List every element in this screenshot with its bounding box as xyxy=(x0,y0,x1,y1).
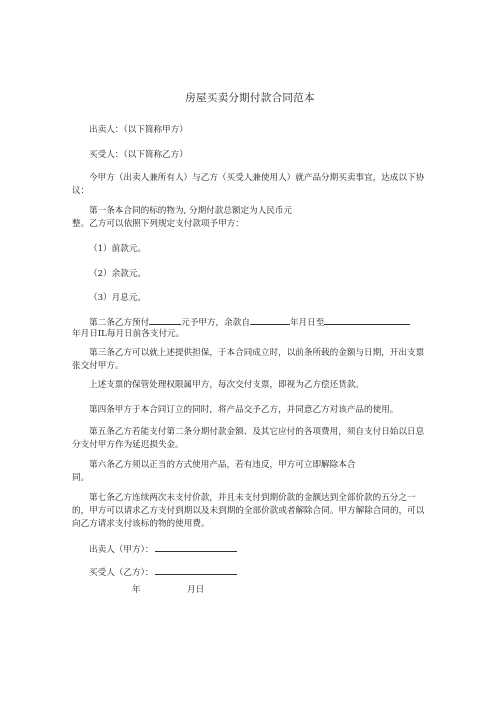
date-month-day: 月日 xyxy=(187,585,205,595)
seller-line: 出卖人：（以下简称甲方） xyxy=(89,125,188,135)
article-6-line-1: 第六条乙方须以正当的方式使用产品，若有违反，甲方可立即解除本合 xyxy=(89,460,356,470)
article-4-paragraph: 第四条甲方于本合同订立的同时，将产品交予乙方，并同意乙方对该产品的使用。 xyxy=(89,405,399,415)
payment-item-1: （1）前款元。 xyxy=(89,244,147,254)
seller-signature-blank xyxy=(155,542,237,552)
article-1-line-2: 整。乙方可以依照下列规定支付款项予甲方： xyxy=(72,219,244,229)
article-6-line-2: 同。 xyxy=(72,473,90,483)
buyer-signature-blank xyxy=(155,565,237,575)
article-2-line-2: 年月日IL每月日前各支付元。 xyxy=(72,329,185,339)
seller-signature-line xyxy=(72,542,430,557)
article-5-paragraph: 第五条乙方若能支付第二条分期付款金额、及其它应付的各项费用，须自支付日始以日息分支付甲方作为延迟损失金。 xyxy=(72,427,425,450)
article-3-paragraph: 第三条乙方可以就上述提供担保，于本合同成立时，以前条所载的金额与日期，开出支票张交付甲方。 xyxy=(72,348,425,371)
buyer-line: 买受人：（以下简称乙方） xyxy=(89,150,188,160)
end-date-blank xyxy=(324,315,410,325)
article-7-paragraph: 第七条乙方连续两次未支付价款，并且未支付到期价款的金额达到全部价款的五分之一的，甲方可以请求乙方支付到期以及未到期的全部价款或者解除合同。甲方解除合同的，可以向乙方请求支付该标的物的使用费。 xyxy=(72,493,425,529)
payment-item-3: （3）月息元。 xyxy=(89,293,147,303)
seller-signature-label: 出卖人（甲方）： xyxy=(89,545,154,555)
date-year: 年 xyxy=(132,585,141,595)
article-1-line-1: 第一条本合同的标的物为, 分期付款总额定为人民币元 xyxy=(89,206,293,216)
buyer-signature-label: 买受人（乙方）： xyxy=(89,568,154,578)
start-date-blank xyxy=(250,315,290,325)
payment-item-2: （2）余款元。 xyxy=(89,269,147,279)
article-2-part-b: 元予甲方，余款自 xyxy=(181,318,250,328)
document-title: 房屋买卖分期付款合同范本 xyxy=(185,92,315,104)
article-2-part-a: 第二条乙方预付 xyxy=(89,318,150,328)
article-2-part-c: 年月日至 xyxy=(289,318,325,328)
prepay-blank xyxy=(149,315,181,325)
intro-paragraph: 今甲方（出卖人兼所有人）与乙方（买受人兼使用人）就产品分期买卖事宜，达成以下协议： xyxy=(72,173,425,196)
article-3-note: 上述支票的保管处理权限属甲方，每次交付支票，即视为乙方偿还货款。 xyxy=(89,380,365,390)
buyer-signature-line xyxy=(72,565,430,580)
